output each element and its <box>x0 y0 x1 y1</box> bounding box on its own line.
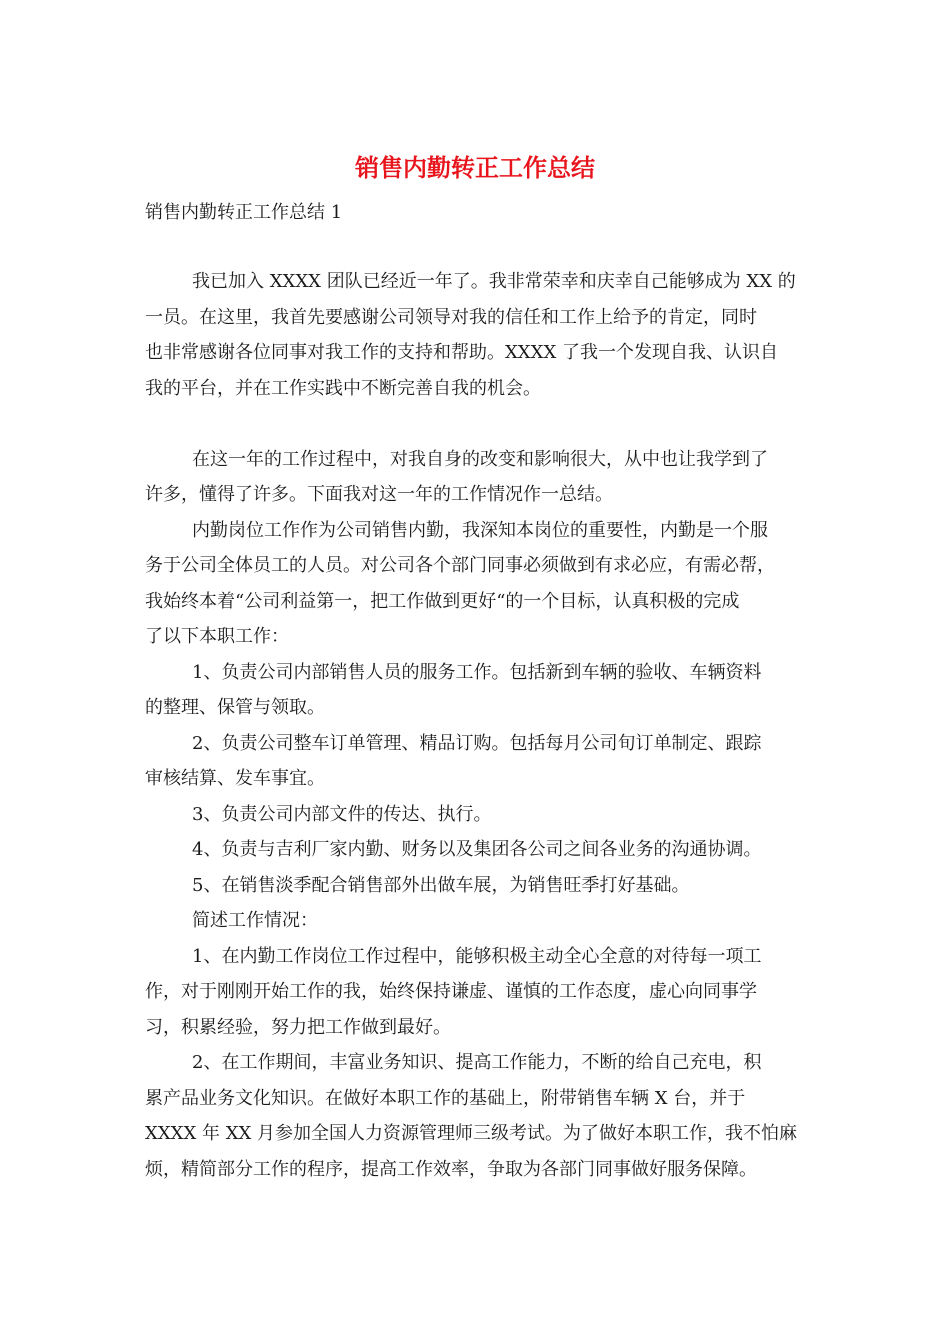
paragraph-gap <box>145 406 805 442</box>
text-line: 务于公司全体员工的人员。对公司各个部门同事必须做到有求必应，有需必帮， <box>145 555 775 576</box>
text-line: 一员。在这里，我首先要感谢公司领导对我的信任和工作上给予的肯定，同时 <box>145 306 757 328</box>
text-line: 的整理、保管与领取。 <box>145 697 325 718</box>
text-line: 2、负责公司整车订单管理、精品订购。包括每月公司旬订单制定、跟踪 <box>192 732 762 754</box>
document-title: 销售内勤转正工作总结 <box>355 154 595 182</box>
text-line: 习，积累经验，努力把工作做到最好。 <box>145 1016 451 1038</box>
text-line: 烦，精简部分工作的程序，提高工作效率，争取为各部门同事做好服务保障。 <box>145 1158 757 1180</box>
text-line: 也非常感谢各位同事对我工作的支持和帮助。XXXX 了我一个发现自我、认识自 <box>145 342 778 363</box>
duty-item-5: 5、在销售淡季配合销售部外出做车展，为销售旺季打好基础。 <box>192 874 690 896</box>
duty-item-2 <box>145 726 805 797</box>
text-line: 我始终本着“公司利益第一，把工作做到更好“的一个目标，认真积极的完成 <box>145 590 740 612</box>
work-item-1 <box>145 939 805 1046</box>
text-line: 1、负责公司内部销售人员的服务工作。包括新到车辆的验收、车辆资料 <box>192 661 762 683</box>
paragraph-intro <box>145 264 805 406</box>
duty-item-1 <box>145 655 805 726</box>
section-heading: 简述工作情况： <box>192 910 318 931</box>
text-line: 在这一年的工作过程中，对我自身的改变和影响很大，从中也让我学到了 <box>192 448 768 470</box>
duty-item-3: 3、负责公司内部文件的传达、执行。 <box>192 803 492 825</box>
text-line: 许多，懂得了许多。下面我对这一年的工作情况作一总结。 <box>145 484 613 505</box>
text-line: 了以下本职工作： <box>145 626 289 647</box>
text-line: 审核结算、发车事宜。 <box>145 768 325 789</box>
document-body <box>145 264 805 1187</box>
paragraph-year-summary <box>145 442 805 513</box>
text-line: 内勤岗位工作作为公司销售内勤，我深知本岗位的重要性，内勤是一个服 <box>192 519 768 541</box>
paragraph-role <box>145 513 805 655</box>
work-item-2 <box>145 1045 805 1187</box>
text-line: 我的平台，并在工作实践中不断完善自我的机会。 <box>145 377 541 399</box>
duty-item-4: 4、负责与吉利厂家内勤、财务以及集团各公司之间各业务的沟通协调。 <box>192 839 762 860</box>
text-line: 我已加入 XXXX 团队已经近一年了。我非常荣幸和庆幸自己能够成为 XX 的 <box>192 271 796 292</box>
text-line: XXXX 年 XX 月参加全国人力资源管理师三级考试。为了做好本职工作，我不怕麻 <box>145 1123 798 1144</box>
document-subtitle: 销售内勤转正工作总结 1 <box>145 202 343 223</box>
text-line: 2、在工作期间，丰富业务知识、提高工作能力，不断的给自己充电，积 <box>192 1052 762 1073</box>
text-line: 1、在内勤工作岗位工作过程中，能够积极主动全心全意的对待每一项工 <box>192 945 762 967</box>
text-line: 累产品业务文化知识。在做好本职工作的基础上，附带销售车辆 X 台，并于 <box>145 1087 746 1109</box>
text-line: 作，对于刚刚开始工作的我，始终保持谦虚、谨慎的工作态度，虚心向同事学 <box>145 981 757 1002</box>
